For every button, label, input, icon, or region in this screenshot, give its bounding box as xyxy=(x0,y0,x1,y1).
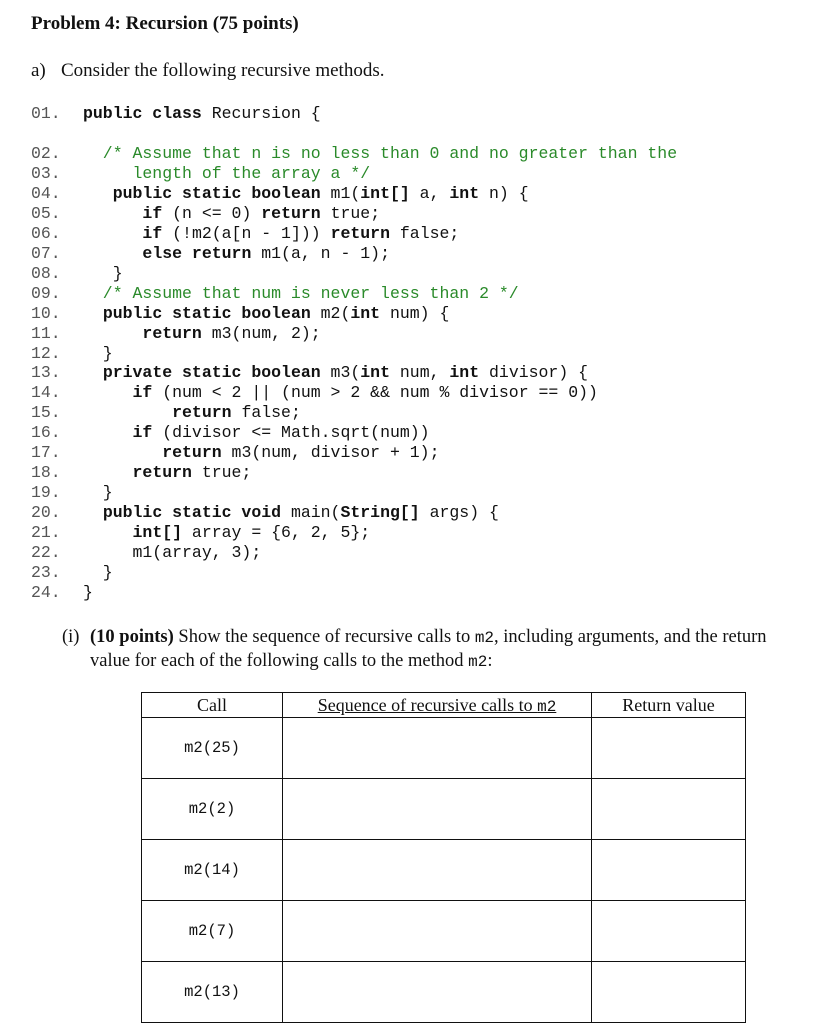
return-value-cell[interactable] xyxy=(592,840,746,901)
code-line xyxy=(31,463,251,483)
header-sequence-code: m2 xyxy=(537,697,557,716)
code-token: (n <= 0) xyxy=(162,203,262,223)
line-number: 10. xyxy=(31,303,71,323)
code-token: /* Assume that n is no less than 0 and no greater than the xyxy=(83,144,678,163)
return-value-cell[interactable] xyxy=(592,779,746,840)
code-line xyxy=(31,304,449,324)
code-token: /* Assume that num is never less than 2 */ xyxy=(83,283,519,303)
code-token: m3(num, 2); xyxy=(201,323,321,343)
code-token xyxy=(83,503,103,522)
code-token: } xyxy=(83,263,123,283)
call-cell: m2(14) xyxy=(142,840,283,901)
code-line xyxy=(31,244,390,264)
code-line xyxy=(31,204,380,224)
question-i-number: (i) xyxy=(62,627,80,647)
sequence-cell[interactable] xyxy=(283,901,592,962)
line-number: 06. xyxy=(31,223,71,243)
code-token xyxy=(83,324,142,343)
sequence-cell[interactable] xyxy=(283,718,592,779)
code-token: a, xyxy=(409,183,450,203)
code-line xyxy=(31,403,301,423)
code-token: int xyxy=(350,303,381,323)
line-number: 02. xyxy=(31,144,71,163)
question-i-code-2: m2 xyxy=(468,653,488,671)
line-number: 11. xyxy=(31,323,71,343)
sequence-cell[interactable] xyxy=(283,840,592,901)
code-token: public static boolean xyxy=(102,303,311,323)
code-token: } xyxy=(83,582,93,602)
code-token xyxy=(83,423,133,442)
question-i-body xyxy=(90,626,790,674)
code-token: if xyxy=(142,223,163,243)
code-line xyxy=(31,563,113,583)
code-line xyxy=(31,224,459,244)
line-number: 24. xyxy=(31,582,71,602)
line-number: 22. xyxy=(31,543,71,562)
question-i-code-1: m2 xyxy=(474,629,495,647)
line-number: 05. xyxy=(31,203,71,223)
code-token: (divisor <= Math.sqrt(num)) xyxy=(152,423,430,443)
part-a-label: a) xyxy=(31,60,46,81)
code-token: public class xyxy=(83,104,202,123)
code-token: int[] xyxy=(360,183,410,203)
code-token xyxy=(83,403,172,422)
code-token xyxy=(83,523,133,542)
question-i-text-2: , including arguments, and the return value for each of the following calls to the method xyxy=(90,627,767,671)
code-token: int[] xyxy=(132,523,183,543)
code-token: m1(a, n - 1); xyxy=(251,243,390,263)
table-row xyxy=(142,779,746,840)
code-token xyxy=(83,244,142,263)
table-row xyxy=(142,718,746,779)
code-token xyxy=(83,184,113,203)
code-token: if xyxy=(132,383,153,403)
problem-title: Problem 4: Recursion (75 points) xyxy=(31,13,299,34)
line-number: 07. xyxy=(31,243,71,263)
code-token: } xyxy=(83,562,113,582)
part-a-text: Consider the following recursive methods. xyxy=(61,60,385,81)
code-token: m3( xyxy=(320,363,361,383)
code-token: } xyxy=(83,343,113,363)
code-token: return xyxy=(142,323,202,343)
code-token: true; xyxy=(191,463,252,483)
code-line xyxy=(31,523,370,543)
code-token xyxy=(83,383,133,402)
code-token xyxy=(83,363,103,382)
line-number: 19. xyxy=(31,483,71,503)
line-number: 09. xyxy=(31,283,71,303)
line-number: 14. xyxy=(31,383,71,403)
code-line xyxy=(31,104,321,124)
code-token: return xyxy=(261,203,321,223)
header-sequence xyxy=(283,693,592,718)
question-i-text-3: : xyxy=(487,651,493,671)
table-row xyxy=(142,840,746,901)
code-line xyxy=(31,423,430,443)
line-number: 21. xyxy=(31,523,71,543)
call-cell: m2(7) xyxy=(142,901,283,962)
call-cell: m2(13) xyxy=(142,962,283,1023)
code-token: int xyxy=(449,183,480,203)
calls-table xyxy=(141,692,746,1023)
line-number: 08. xyxy=(31,263,71,283)
code-token: num) { xyxy=(380,303,450,323)
code-token: public static void xyxy=(102,503,282,523)
code-token xyxy=(83,204,142,223)
code-token xyxy=(83,304,103,323)
code-token: args) { xyxy=(419,503,499,523)
return-value-cell[interactable] xyxy=(592,962,746,1023)
line-number: 03. xyxy=(31,163,71,183)
code-token: String[] xyxy=(340,503,420,523)
line-number: 17. xyxy=(31,443,71,463)
code-line xyxy=(31,543,261,563)
code-line xyxy=(31,264,123,284)
code-token xyxy=(83,443,162,462)
code-token: else return xyxy=(142,243,252,263)
code-line xyxy=(31,363,588,383)
code-line xyxy=(31,503,499,523)
line-number: 15. xyxy=(31,403,71,423)
code-token: } xyxy=(83,483,113,503)
code-token: m1(array, 3); xyxy=(83,543,262,562)
code-line xyxy=(31,164,370,184)
code-token: return xyxy=(172,403,232,423)
code-token: array = {6, 2, 5}; xyxy=(182,523,371,543)
call-cell: m2(25) xyxy=(142,718,283,779)
header-return: Return value xyxy=(592,693,746,718)
line-number: 20. xyxy=(31,503,71,523)
code-token: n) { xyxy=(479,183,529,203)
code-token xyxy=(83,224,142,243)
code-token: int xyxy=(360,363,390,383)
code-token: return xyxy=(162,443,222,463)
line-number: 16. xyxy=(31,423,71,443)
header-call: Call xyxy=(142,693,283,718)
code-token: false; xyxy=(389,223,460,243)
code-token: (num < 2 || (num > 2 && num % divisor == 0)) xyxy=(152,383,598,403)
code-line xyxy=(31,284,519,304)
code-line xyxy=(31,583,93,603)
code-line xyxy=(31,483,113,503)
code-token: return xyxy=(132,463,192,483)
code-token: return xyxy=(330,223,390,243)
code-token: public static boolean xyxy=(112,183,321,203)
code-token: Recursion { xyxy=(201,104,321,123)
table-header-row xyxy=(142,693,746,718)
code-line xyxy=(31,344,113,364)
call-cell: m2(2) xyxy=(142,779,283,840)
code-token: m2( xyxy=(310,303,351,323)
code-token: num, xyxy=(389,363,450,383)
line-number: 13. xyxy=(31,363,71,383)
code-token: m1( xyxy=(320,183,361,203)
line-number: 01. xyxy=(31,104,71,123)
table-row xyxy=(142,901,746,962)
code-token: main( xyxy=(281,503,341,523)
code-token xyxy=(83,463,133,482)
code-token: if xyxy=(142,203,163,223)
code-line xyxy=(31,383,598,403)
code-token: divisor) { xyxy=(479,363,589,383)
code-line xyxy=(31,443,439,463)
code-token: length of the array a */ xyxy=(83,163,371,183)
question-i-text-1: Show the sequence of recursive calls to xyxy=(173,627,475,647)
sequence-cell[interactable] xyxy=(283,962,592,1023)
code-token: (!m2(a[n - 1])) xyxy=(162,223,331,243)
part-a-prompt xyxy=(31,60,384,82)
header-sequence-text xyxy=(318,695,557,715)
header-sequence-prefix: Sequence of recursive calls to xyxy=(317,694,538,715)
line-number: 12. xyxy=(31,343,71,363)
line-number: 04. xyxy=(31,183,71,203)
code-token: true; xyxy=(320,203,381,223)
table-row xyxy=(142,962,746,1023)
code-line xyxy=(31,324,321,344)
return-value-cell[interactable] xyxy=(592,718,746,779)
question-i-points: (10 points) xyxy=(90,627,174,647)
code-token: false; xyxy=(231,403,301,423)
line-number: 18. xyxy=(31,463,71,483)
code-token: m3(num, divisor + 1); xyxy=(221,443,440,463)
code-line xyxy=(31,144,677,164)
code-line xyxy=(31,184,529,204)
return-value-cell[interactable] xyxy=(592,901,746,962)
code-token: private static boolean xyxy=(102,363,321,383)
code-token: if xyxy=(132,423,153,443)
line-number: 23. xyxy=(31,562,71,582)
sequence-cell[interactable] xyxy=(283,779,592,840)
code-token: int xyxy=(449,363,480,383)
